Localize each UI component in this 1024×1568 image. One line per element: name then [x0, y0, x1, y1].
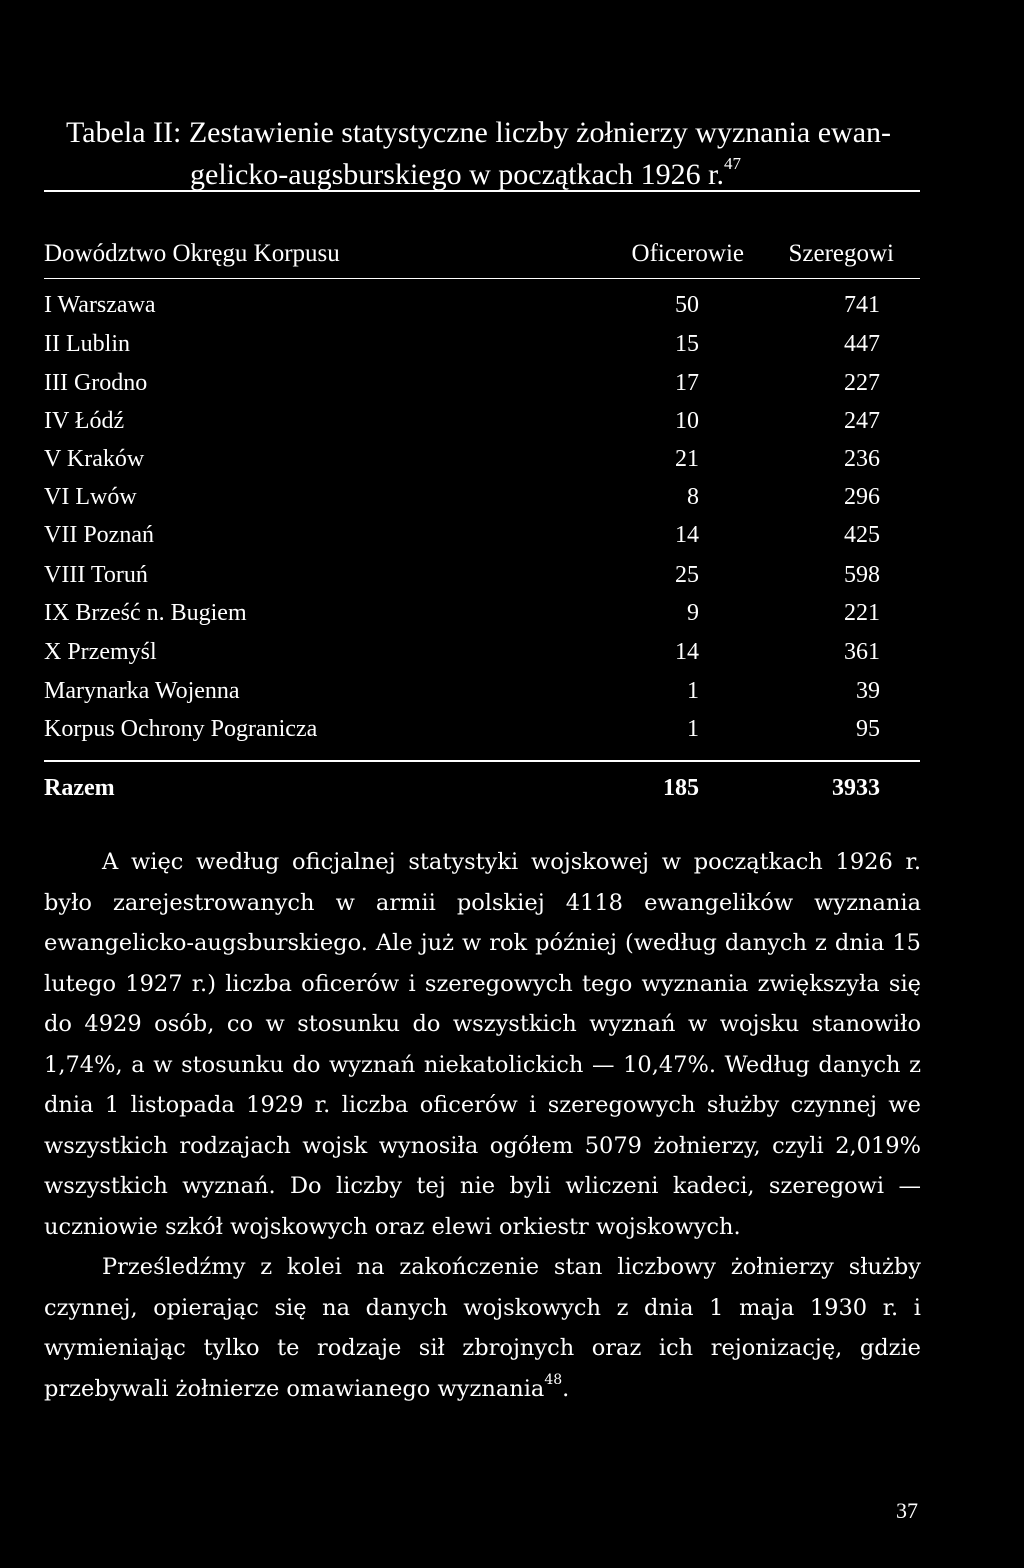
- table-row: VIII Toruń 25 598: [44, 562, 880, 588]
- footnote-ref-47: 47: [724, 154, 742, 173]
- table-row: II Lublin 15 447: [44, 331, 880, 357]
- total-officers: 185: [663, 775, 699, 801]
- header-officers: Oficerowie: [631, 240, 744, 267]
- page-number: 37: [896, 1498, 918, 1523]
- table-total-rule: [44, 760, 920, 762]
- table-top-rule: [44, 190, 920, 192]
- paragraph-2: Prześledźmy z kolei na zakończenie stan liczbowy żołnierzy służby czynnej, opierając się na danych wojskowych z dnia 1 maja 1930 r. i wymieniając tylko te rodzaje sił zbrojnych oraz ich rejonizację, gdzie przebywali żołnierze omawianego wyznania$^{48}$.: [44, 1254, 921, 1402]
- footnote-ref-48: 48: [544, 1371, 563, 1388]
- table-row: IX Brześć n. Bugiem 9 221: [44, 600, 880, 626]
- caption-line-1: Tabela II: Zestawienie statystyczne liczby żołnierzy wyznania ewan-: [66, 116, 892, 149]
- table-caption: [66, 112, 946, 196]
- table-header-rule: [44, 278, 920, 279]
- table-row: Korpus Ochrony Pogranicza 1 95: [44, 716, 880, 742]
- table-row: VI Lwów 8 296: [44, 484, 880, 510]
- total-privates: 3933: [832, 775, 880, 801]
- paragraph-1: A więc według oficjalnej statystyki wojskowej w początkach 1926 r. było zarejestrowanych w armii polskiej 4118 ewangelików wyznania ewangelicko-augsburskiego. Ale już w rok później (według danych z dnia 15 lutego 1927 r.) liczba oficerów i szeregowych tego wyznania zwiększyła się do 4929 osób, co w stosunku do wszystkich wyznań w wojsku stanowiło 1,74%, a w stosunku do wyznań niekatolickich — 10,47%. Według danych z dnia 1 listopada 1929 r. liczba oficerów i szeregowych służby czynnej we wszystkich rodzajach wojsk wynosiła ogółem 5079 żołnierzy, czyli 2,019% wszystkich wyznań. Do liczby tej nie byli wliczeni kadeci, szeregowi — uczniowie szkół wojskowych oraz elewi orkiestr wojskowych.: [44, 849, 921, 1240]
- body-text: [44, 842, 921, 1409]
- caption-line-2: gelicko-augsburskiego w początkach 1926 r.$^{47}$: [190, 154, 742, 191]
- table-row: V Kraków 21 236: [44, 446, 880, 472]
- table-row: III Grodno 17 227: [44, 370, 880, 396]
- table-total-row: [44, 768, 920, 808]
- header-privates: Szeregowi: [788, 240, 894, 267]
- table-row: I Warszawa 50 741: [44, 292, 880, 318]
- table-row: Marynarka Wojenna 1 39: [44, 678, 880, 704]
- header-district: Dowództwo Okręgu Korpusu: [44, 240, 340, 267]
- table-row: IV Łódź 10 247: [44, 408, 880, 434]
- total-label: Razem: [44, 775, 115, 801]
- table-row: X Przemyśl 14 361: [44, 639, 880, 665]
- table-row: VII Poznań 14 425: [44, 522, 880, 548]
- table-header-row: [44, 234, 920, 274]
